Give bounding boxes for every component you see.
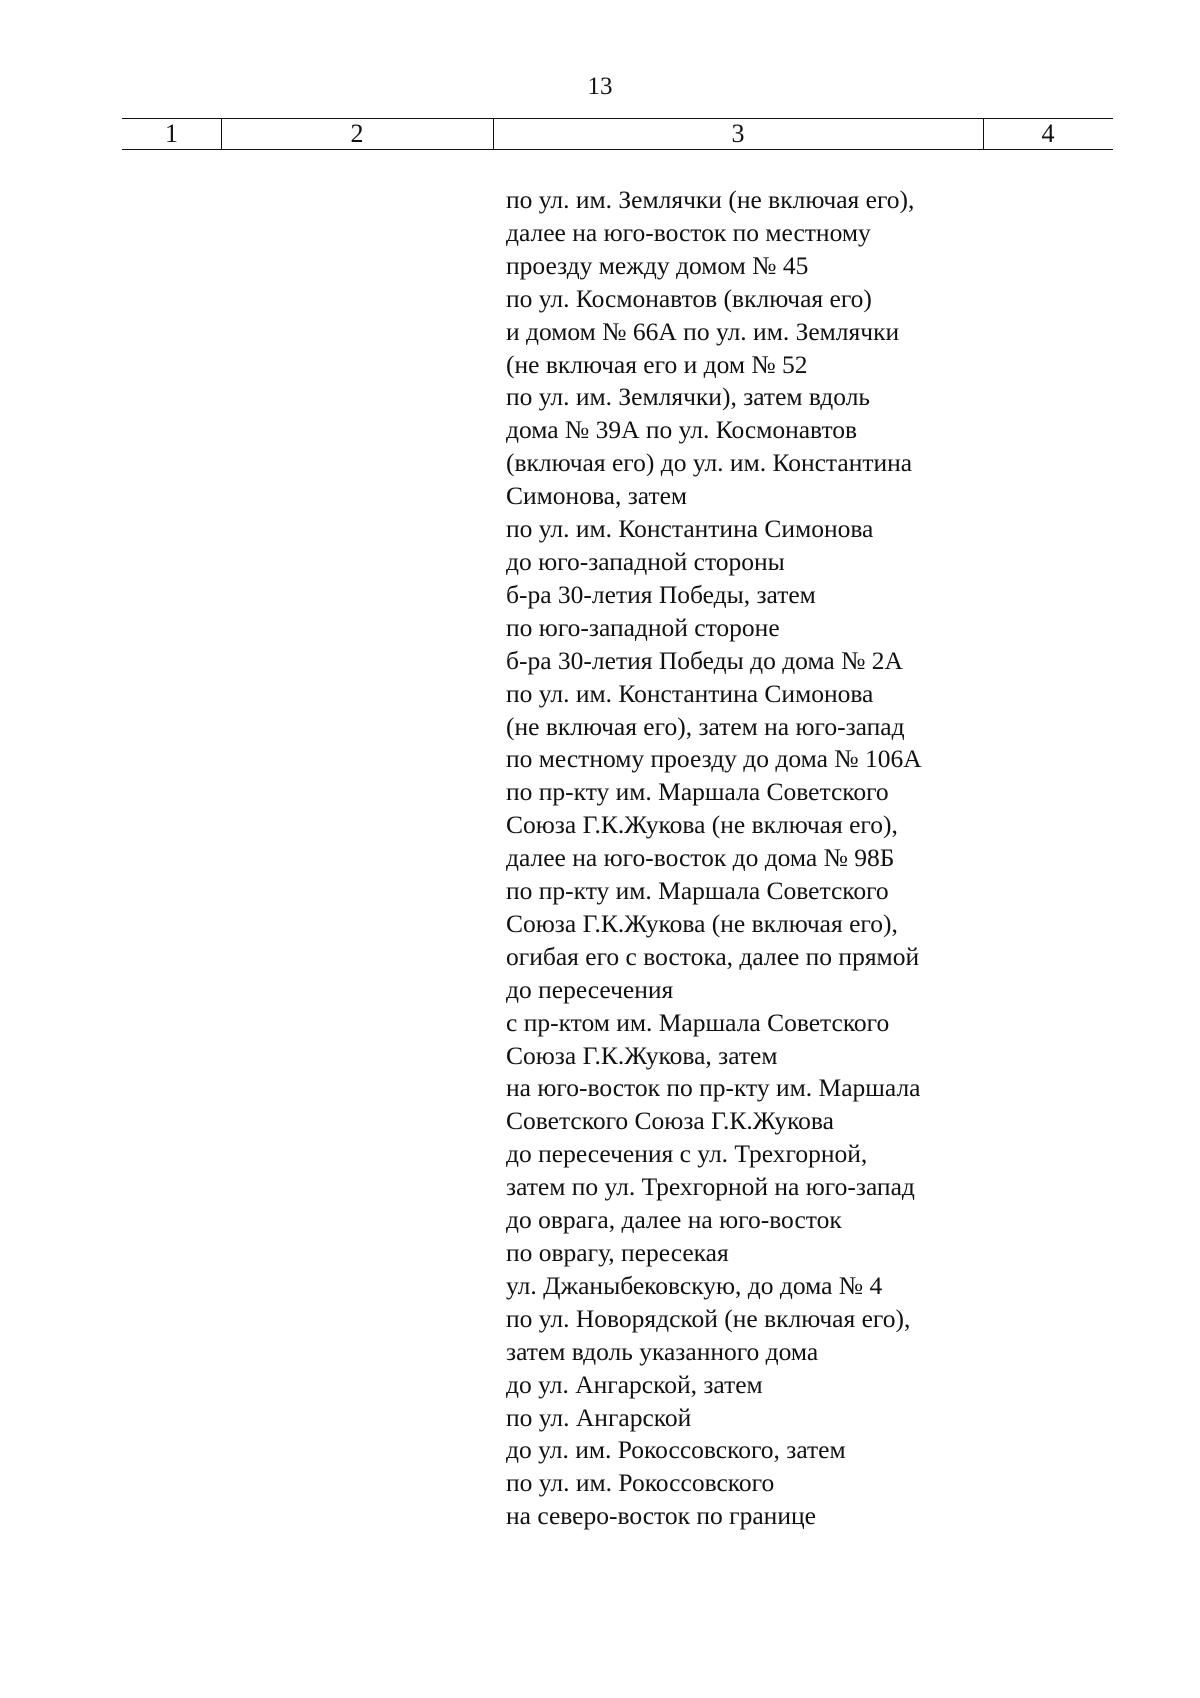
text-line: по пр-кту им. Маршала Советского <box>506 777 889 807</box>
text-line: ул. Джаныбековскую, до дома № 4 <box>506 1270 883 1300</box>
text-line: Союза Г.К.Жукова, затем <box>506 1040 778 1070</box>
text-line: по юго-западной стороне <box>506 612 780 642</box>
text-line: Советского Союза Г.К.Жукова <box>506 1106 834 1136</box>
text-line: по ул. Новорядской (не включая его), <box>506 1303 911 1333</box>
text-line: с пр-ктом им. Маршала Советского <box>506 1007 890 1037</box>
text-line: по оврагу, пересекая <box>506 1238 729 1267</box>
text-line: по пр-кту им. Маршала Советского <box>506 876 889 906</box>
text-line: проезду между домом № 45 <box>506 250 809 280</box>
text-line: по местному проезду до дома № 106А <box>506 744 922 774</box>
text-line: (не включая его), затем на юго-запад <box>506 711 905 741</box>
column-number-1: 1 <box>165 119 178 148</box>
text-line: до пересечения <box>506 974 674 1004</box>
page-number: 13 <box>587 73 613 100</box>
boundary-description-text <box>506 184 1026 1533</box>
text-line: (включая его) до ул. им. Константина <box>506 448 913 478</box>
table-column-header <box>122 118 1113 150</box>
text-line: по ул. им. Константина Симонова <box>506 514 874 544</box>
text-line: дома № 39А по ул. Космонавтов <box>506 415 858 445</box>
text-line: до юго-западной стороны <box>506 546 785 576</box>
text-line: до ул. Ангарской, затем <box>506 1369 763 1399</box>
text-line: огибая его с востока, далее по прямой <box>506 941 920 971</box>
text-line: по ул. Космонавтов (включая его) <box>506 283 872 313</box>
text-line: на юго-восток по пр-кту им. Маршала <box>506 1073 921 1103</box>
text-line: по ул. Ангарской <box>506 1402 692 1432</box>
text-line: затем вдоль указанного дома <box>506 1336 819 1366</box>
text-line: по ул. им. Землячки (не включая его), <box>506 185 915 214</box>
text-line: и домом № 66А по ул. им. Землячки <box>506 316 900 346</box>
text-line: Союза Г.К.Жукова (не включая его), <box>506 810 898 840</box>
text-line: б-ра 30-летия Победы, затем <box>506 579 816 609</box>
text-line: Союза Г.К.Жукова (не включая его), <box>506 908 898 938</box>
text-line: по ул. им. Рокоссовского <box>506 1468 775 1498</box>
text-line: б-ра 30-летия Победы до дома № 2А <box>506 645 903 675</box>
text-line: по ул. им. Константина Симонова <box>506 678 874 708</box>
text-line: далее на юго-восток по местному <box>506 217 871 247</box>
text-line: затем по ул. Трехгорной на юго-запад <box>506 1172 915 1202</box>
text-line: (не включая его и дом № 52 <box>506 349 808 379</box>
text-line: Симонова, затем <box>506 481 688 511</box>
column-number-2: 2 <box>350 119 364 148</box>
text-line: на северо-восток по границе <box>506 1501 816 1531</box>
text-line: по ул. им. Землячки), затем вдоль <box>506 382 871 412</box>
text-line: далее на юго-восток до дома № 98Б <box>506 843 895 873</box>
column-number-4: 4 <box>1041 119 1055 148</box>
text-line: до ул. им. Рокоссовского, затем <box>506 1435 846 1465</box>
column-number-3: 3 <box>731 119 745 148</box>
text-line: до оврага, далее на юго-восток <box>506 1205 842 1235</box>
text-line: до пересечения с ул. Трехгорной, <box>506 1139 868 1169</box>
